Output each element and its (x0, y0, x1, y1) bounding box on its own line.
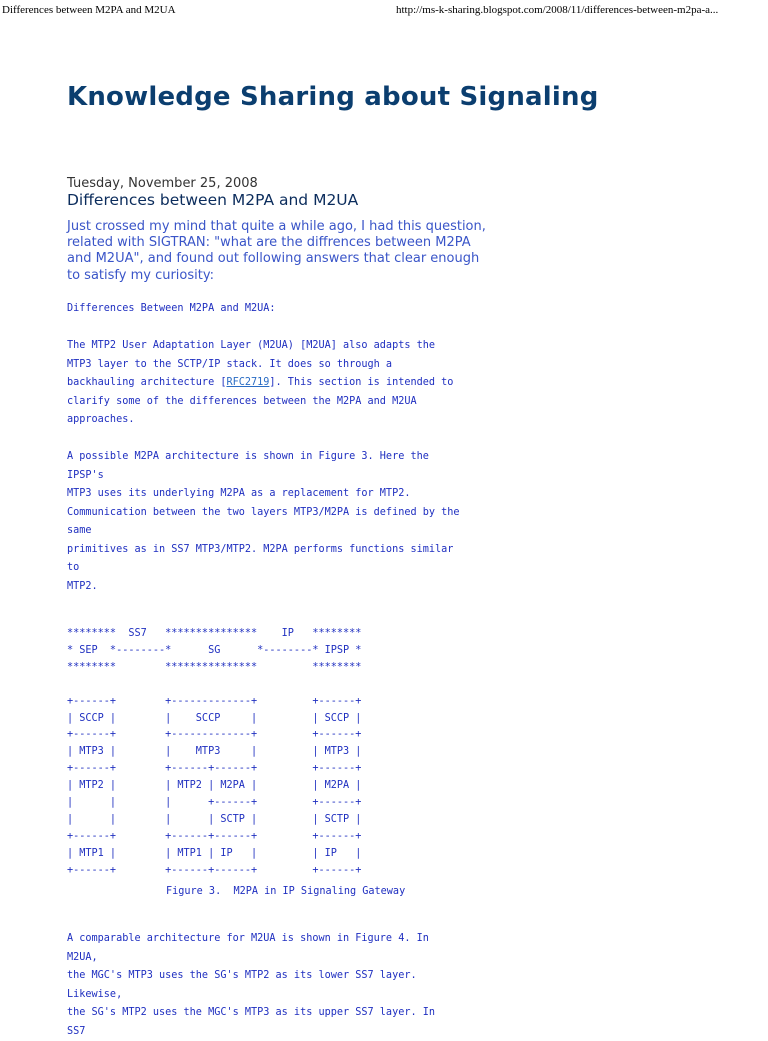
print-page-title: Differences between M2PA and M2UA (2, 4, 176, 16)
paragraph-m2ua-text-before: The MTP2 User Adaptation Layer (M2UA) [M2UA] also adapts the MTP3 layer to the SCTP/IP stack. It does so through a backhauling architecture [ (67, 340, 436, 388)
figure3-ascii-diagram: ******** SS7 *************** IP ******** * SEP *--------* SG *--------* IPSP * ******** *************** ******** +------+ +-------------+ +------+ | SCCP | | SCCP | | SCCP | +------+ +-------------+ +------+ | MTP3 | | MTP3 | | MTP3 | +------+ +------+------+ +------+ | MTP2 | | MTP2 | M2PA | | M2PA | | | | +------+ +------+ | | | | SCTP | | SCTP | +------+ +------+------+ +------+ | MTP1 | | MTP1 | IP | | IP | +------+ +------+------+ +------+ (67, 628, 362, 876)
post-date: Tuesday, November 25, 2008 (67, 176, 258, 191)
paragraph-m2ua-description (67, 337, 507, 430)
post-intro: Just crossed my mind that quite a while ago, I had this question, related with SIGTRAN: "what are the diffrences between M2PA and M2UA", and found out following answers that clear enough to satisfy my curiosity: (67, 219, 486, 283)
print-header (0, 0, 768, 22)
post-title[interactable]: Differences between M2PA and M2UA (67, 191, 359, 209)
paragraph-m2ua-text-after: ]. This section is intended to clarify some of the differences between the M2PA and M2UA approaches. (67, 377, 454, 425)
section-heading: Differences Between M2PA and M2UA: (67, 303, 276, 314)
figure3-caption: Figure 3. M2PA in IP Signaling Gateway (166, 886, 406, 897)
paragraph-m2pa-architecture: A possible M2PA architecture is shown in Figure 3. Here the IPSP's MTP3 uses its underlying M2PA as a replacement for MTP2. Communication between the two layers MTP3/M2PA is defined by the same primitives as in SS7 MTP3/MTP2. M2PA performs functions similar to MTP2. (67, 451, 460, 592)
print-page-url: http://ms-k-sharing.blogspot.com/2008/11/differences-between-m2pa-a... (396, 4, 719, 16)
paragraph-m2ua-architecture: A comparable architecture for M2UA is shown in Figure 4. In M2UA, the MGC's MTP3 uses the SG's MTP2 as its lower SS7 layer. Likewise, the SG's MTP2 uses the MGC's MTP3 as its upper SS7 layer. In SS7 (67, 933, 436, 1037)
rfc2719-link[interactable]: RFC2719 (226, 377, 270, 388)
blog-title[interactable]: Knowledge Sharing about Signaling (67, 82, 599, 112)
